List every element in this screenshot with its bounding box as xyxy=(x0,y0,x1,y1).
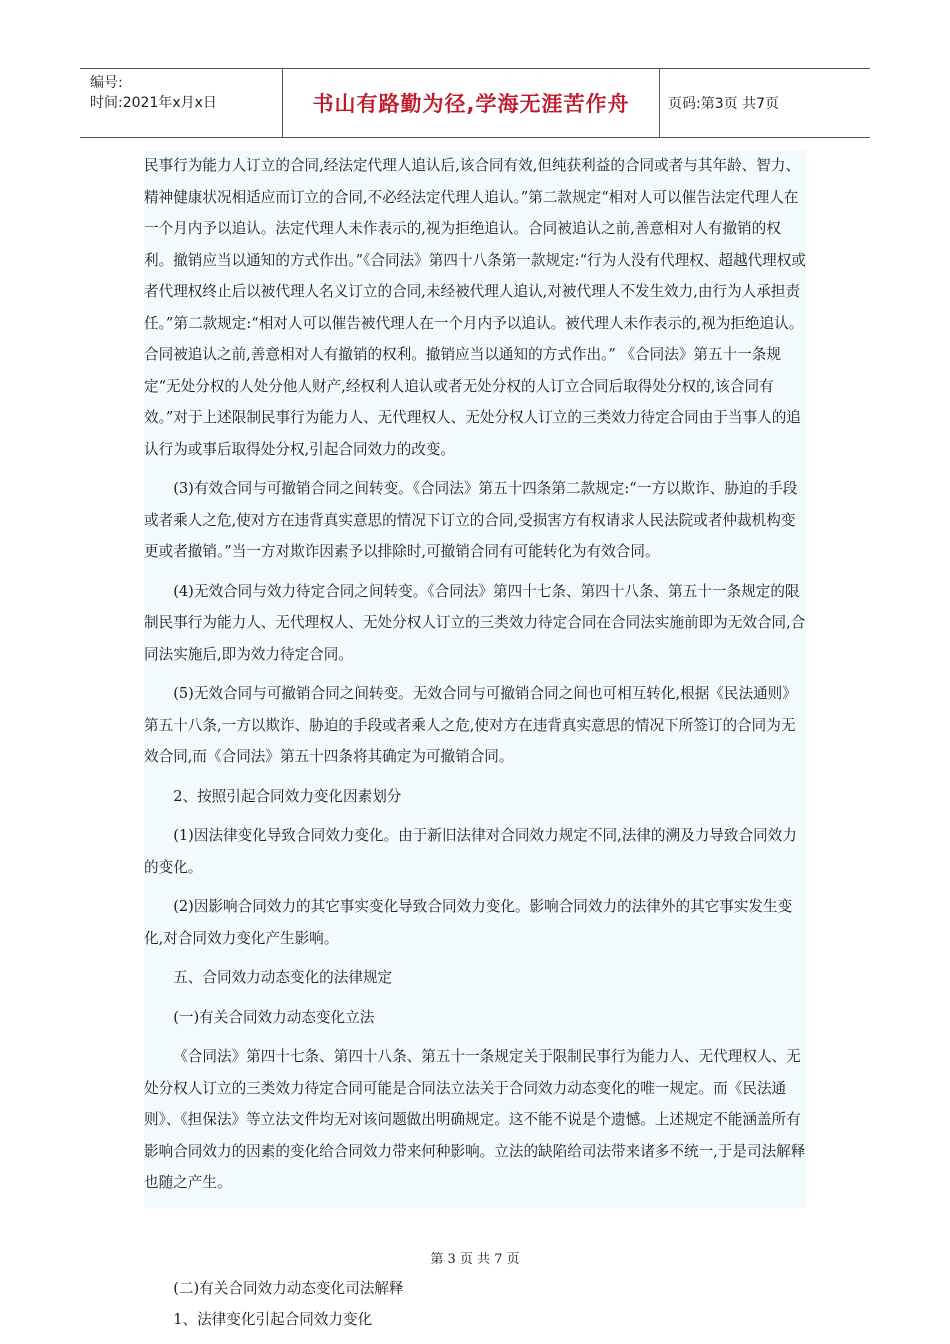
section-heading: (一)有关合同效力动态变化立法 xyxy=(173,1008,375,1026)
paragraph: (3)有效合同与可撤销合同之间转变。《合同法》第五十四条第二款规定:“一方以欺诈、胁迫的手段或者乘人之危,使对方在违背真实意思的情况下订立的合同,受损害方有权请求人民法院或者仲裁机构变更或者撤销。”当一方对欺诈因素予以排除时,可撤销合同有可能转化为有效合同。 xyxy=(144,480,798,560)
section-heading: 五、合同效力动态变化的法律规定 xyxy=(173,969,393,986)
header-page-label: 页码:第3页 共7页 xyxy=(668,96,779,112)
paragraph: (4)无效合同与效力待定合同之间转变。《合同法》第四十七条、第四十八条、第五十一条规定的限制民事行为能力人、无代理权人、无处分权人订立的三类效力待定合同在合同法实施前即为无效合同,合同法实施后,即为效力待定合同。 xyxy=(144,582,806,663)
section-heading: 2、按照引起合同效力变化因素划分 xyxy=(173,787,402,805)
page-footer: 第 3 页 共 7 页 xyxy=(430,1252,520,1267)
header-motto: 书山有路勤为径,学海无涯苦作舟 xyxy=(283,69,660,137)
paragraph: 《合同法》第四十七条、第四十八条、第五十一条规定关于限制民事行为能力人、无代理权人、无处分权人订立的三类效力待定合同可能是合同法立法关于合同效力动态变化的唯一规定。而《民法通则》、《担保法》等立法文件均无对该问题做出明确规定。这不能不说是个遗憾。上述规定不能涵盖所有影响合同效力的因素的变化给合同效力带来何种影响。立法的缺陷给司法带来诸多不统一,于是司法解释也随之产生。 xyxy=(144,1048,806,1191)
paragraph: 民事行为能力人订立的合同,经法定代理人追认后,该合同有效,但纯获利益的合同或者与其年龄、智力、精神健康状况相适应而订立的合同,不必经法定代理人追认。”第二款规定“相对人可以催告法定代理人在一个月内予以追认。法定代理人未作表示的,视为拒绝追认。合同被追认之前,善意相对人有撤销的权利。撤销应当以通知的方式作出。”《合同法》第四十八条第一款规定:“行为人没有代理权、超越代理权或者代理权终止后以被代理人名义订立的合同,未经被代理人追认,对被代理人不发生效力,由行为人承担责任。”第二款规定:“相对人可以催告被代理人在一个月内予以追认。被代理人未作表示的,视为拒绝追认。合同被追认之前,善意相对人有撤销的权利。撤销应当以通知的方式作出。” 《合同法》第五十一条规定“无处分权的人处分他人财产,经权利人追认或者无处分权的人订立合同后取得处分权的,该合同有效。”对于上述限制民事行为能力人、无代理权人、无处分权人订立的三类效力待定合同由于当事人的追认行为或事后取得处分权,引起合同效力的改变。 xyxy=(144,157,806,458)
section-heading: 1、法律变化引起合同效力变化 xyxy=(173,1311,373,1328)
paragraph: (5)无效合同与可撤销合同之间转变。无效合同与可撤销合同之间也可相互转化,根据《民法通则》第五十八条,一方以欺诈、胁迫的手段或者乘人之危,使对方在违背真实意思的情况下所签订的合同为无效合同,而《合同法》第五十四条将其确定为可撤销合同。 xyxy=(144,685,797,765)
section-heading: (二)有关合同效力动态变化司法解释 xyxy=(173,1279,404,1297)
date-label: 时间:2021年x月x日 xyxy=(90,95,217,111)
paragraph: (2)因影响合同效力的其它事实变化导致合同效力变化。影响合同效力的法律外的其它事实发生变化,对合同效力变化产生影响。 xyxy=(144,898,793,947)
page-header xyxy=(80,68,870,138)
paragraph: (1)因法律变化导致合同效力变化。由于新旧法律对合同效力规定不同,法律的溯及力导致合同效力的变化。 xyxy=(144,827,797,876)
number-label: 编号: xyxy=(90,75,123,91)
header-meta xyxy=(80,69,283,137)
